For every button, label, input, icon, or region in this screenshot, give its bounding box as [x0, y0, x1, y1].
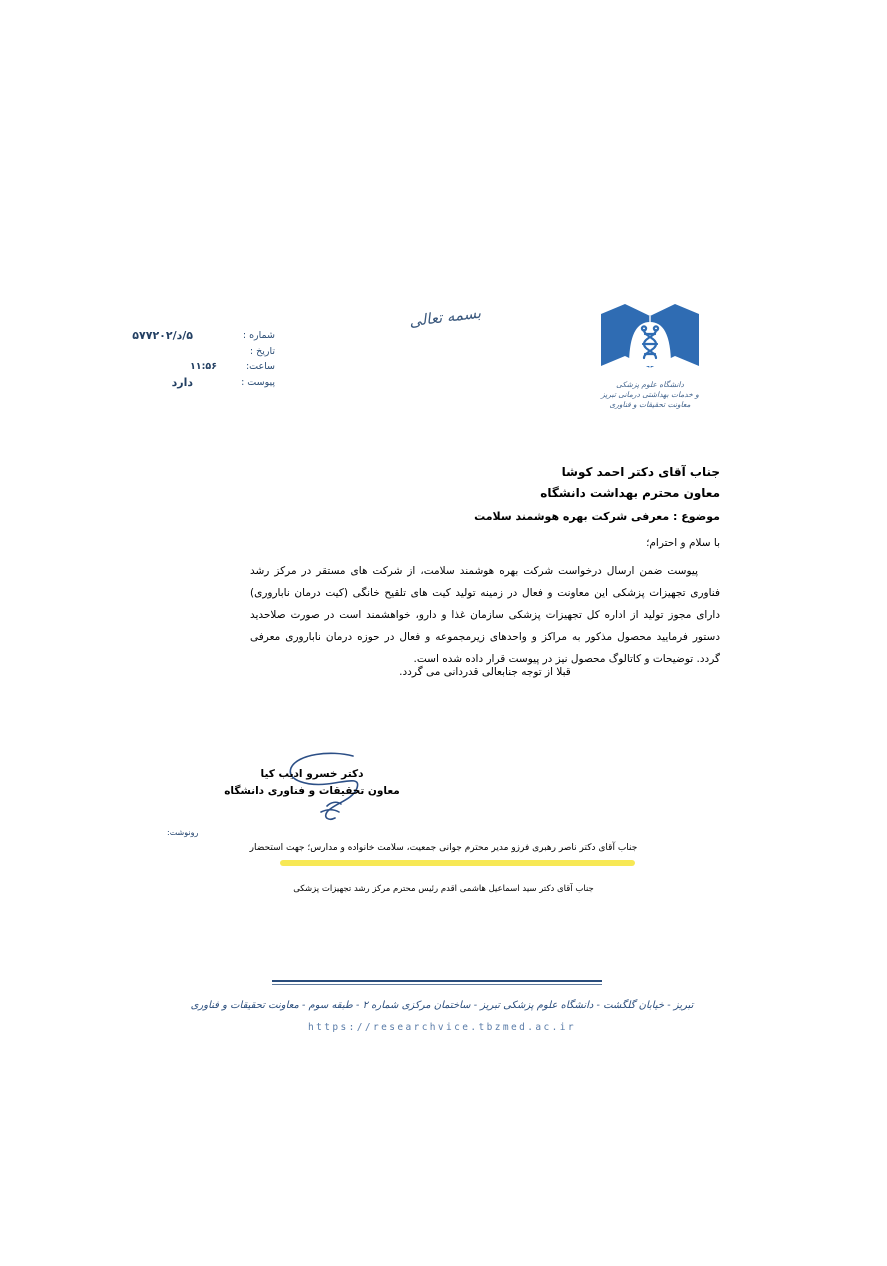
bismillah-inscription: بسمه تعالی	[408, 303, 482, 331]
copies-line-1: جناب آقای دکتر ناصر رهبری فرزو مدیر محترم جوانی جمعیت، سلامت خانواده و مدارس؛ جهت استحضار	[249, 843, 638, 853]
letter-header	[0, 300, 887, 460]
emblem-caption-line-2: و خدمات بهداشتی درمانی تبریز	[601, 390, 699, 399]
meta-row-attachment	[115, 375, 275, 391]
attachment-label: پیوست :	[241, 376, 275, 388]
footer-divider-thick	[272, 980, 602, 982]
addressee-block	[167, 462, 720, 526]
meta-row-number	[115, 328, 275, 344]
letter-meta-block	[115, 328, 275, 390]
letter-closing: قبلا از توجه جنابعالی قدردانی می گردد.	[399, 666, 571, 678]
copies-line-2: جناب آقای دکتر سید اسماعیل هاشمی اقدم رئیس محترم مرکز رشد تجهیزات پزشکی	[293, 884, 594, 894]
emblem-caption	[555, 380, 745, 410]
letter-body-paragraph: پیوست ضمن ارسال درخواست شرکت بهره هوشمند سلامت، از شرکت های مستقر در مرکز رشد فناوری تجهیزات پزشکی این معاونت و فعال در زمینه تولید کیت های تلقیح خانگی (کیت درمان ناباروری) دارای مجوز تولید از اداره کل تجهیزات پزشکی سازمان غذا و دارو، خواهشمند است در صورت صلاحدید دستور فرمایید محصول مذکور به مراکز و واحدهای زیرمجموعه و فعال در حوزه درمان ناباروری معرفی گردد. توضیحات و کاتالوگ محصول نیز در پیوست قرار داده شده است.	[250, 565, 720, 665]
meta-row-time	[115, 359, 275, 375]
emblem-caption-line-3: معاونت تحقیقات و فناوری	[609, 400, 691, 409]
letter-subject: موضوع : معرفی شرکت بهره هوشمند سلامت	[474, 510, 720, 523]
salutation: با سلام و احترام؛	[646, 537, 720, 549]
copies-label: رونوشت:	[167, 828, 199, 837]
time-label: ساعت:	[245, 361, 275, 372]
addressee-name: جناب آقای دکتر احمد کوشا	[561, 465, 720, 479]
attachment-value: دارد	[171, 375, 193, 389]
number-value: ۵/د/۵۷۷۲۰۲	[132, 329, 193, 342]
footer-url[interactable]: https://researchvice.tbzmed.ac.ir	[308, 1022, 576, 1033]
meta-row-date	[115, 344, 275, 360]
addressee-title: معاون محترم بهداشت دانشگاه	[540, 486, 720, 500]
date-label: تاریخ :	[249, 345, 275, 357]
university-emblem	[555, 300, 745, 410]
footer-divider	[272, 980, 602, 987]
number-label: شماره :	[242, 330, 275, 341]
footer-address: تبریز - خیابان گلگشت - دانشگاه علوم پزشکی تبریز - ساختمان مرکزی شماره ۲ - طبقه سوم - معاونت تحقیقات و فناوری	[190, 1000, 694, 1011]
signature-block	[207, 766, 417, 800]
signatory-name: دکتر خسرو ادیب کیا	[260, 768, 364, 780]
copies-highlight-marker	[280, 860, 635, 866]
footer-divider-thin	[272, 984, 602, 985]
signatory-role: معاون تحقیقات و فناوری دانشگاه	[224, 785, 400, 797]
emblem-book-dna-icon	[595, 300, 705, 378]
time-value: ۱۱:۵۶	[190, 361, 217, 372]
emblem-caption-line-1: دانشگاه علوم پزشکی	[616, 380, 684, 389]
